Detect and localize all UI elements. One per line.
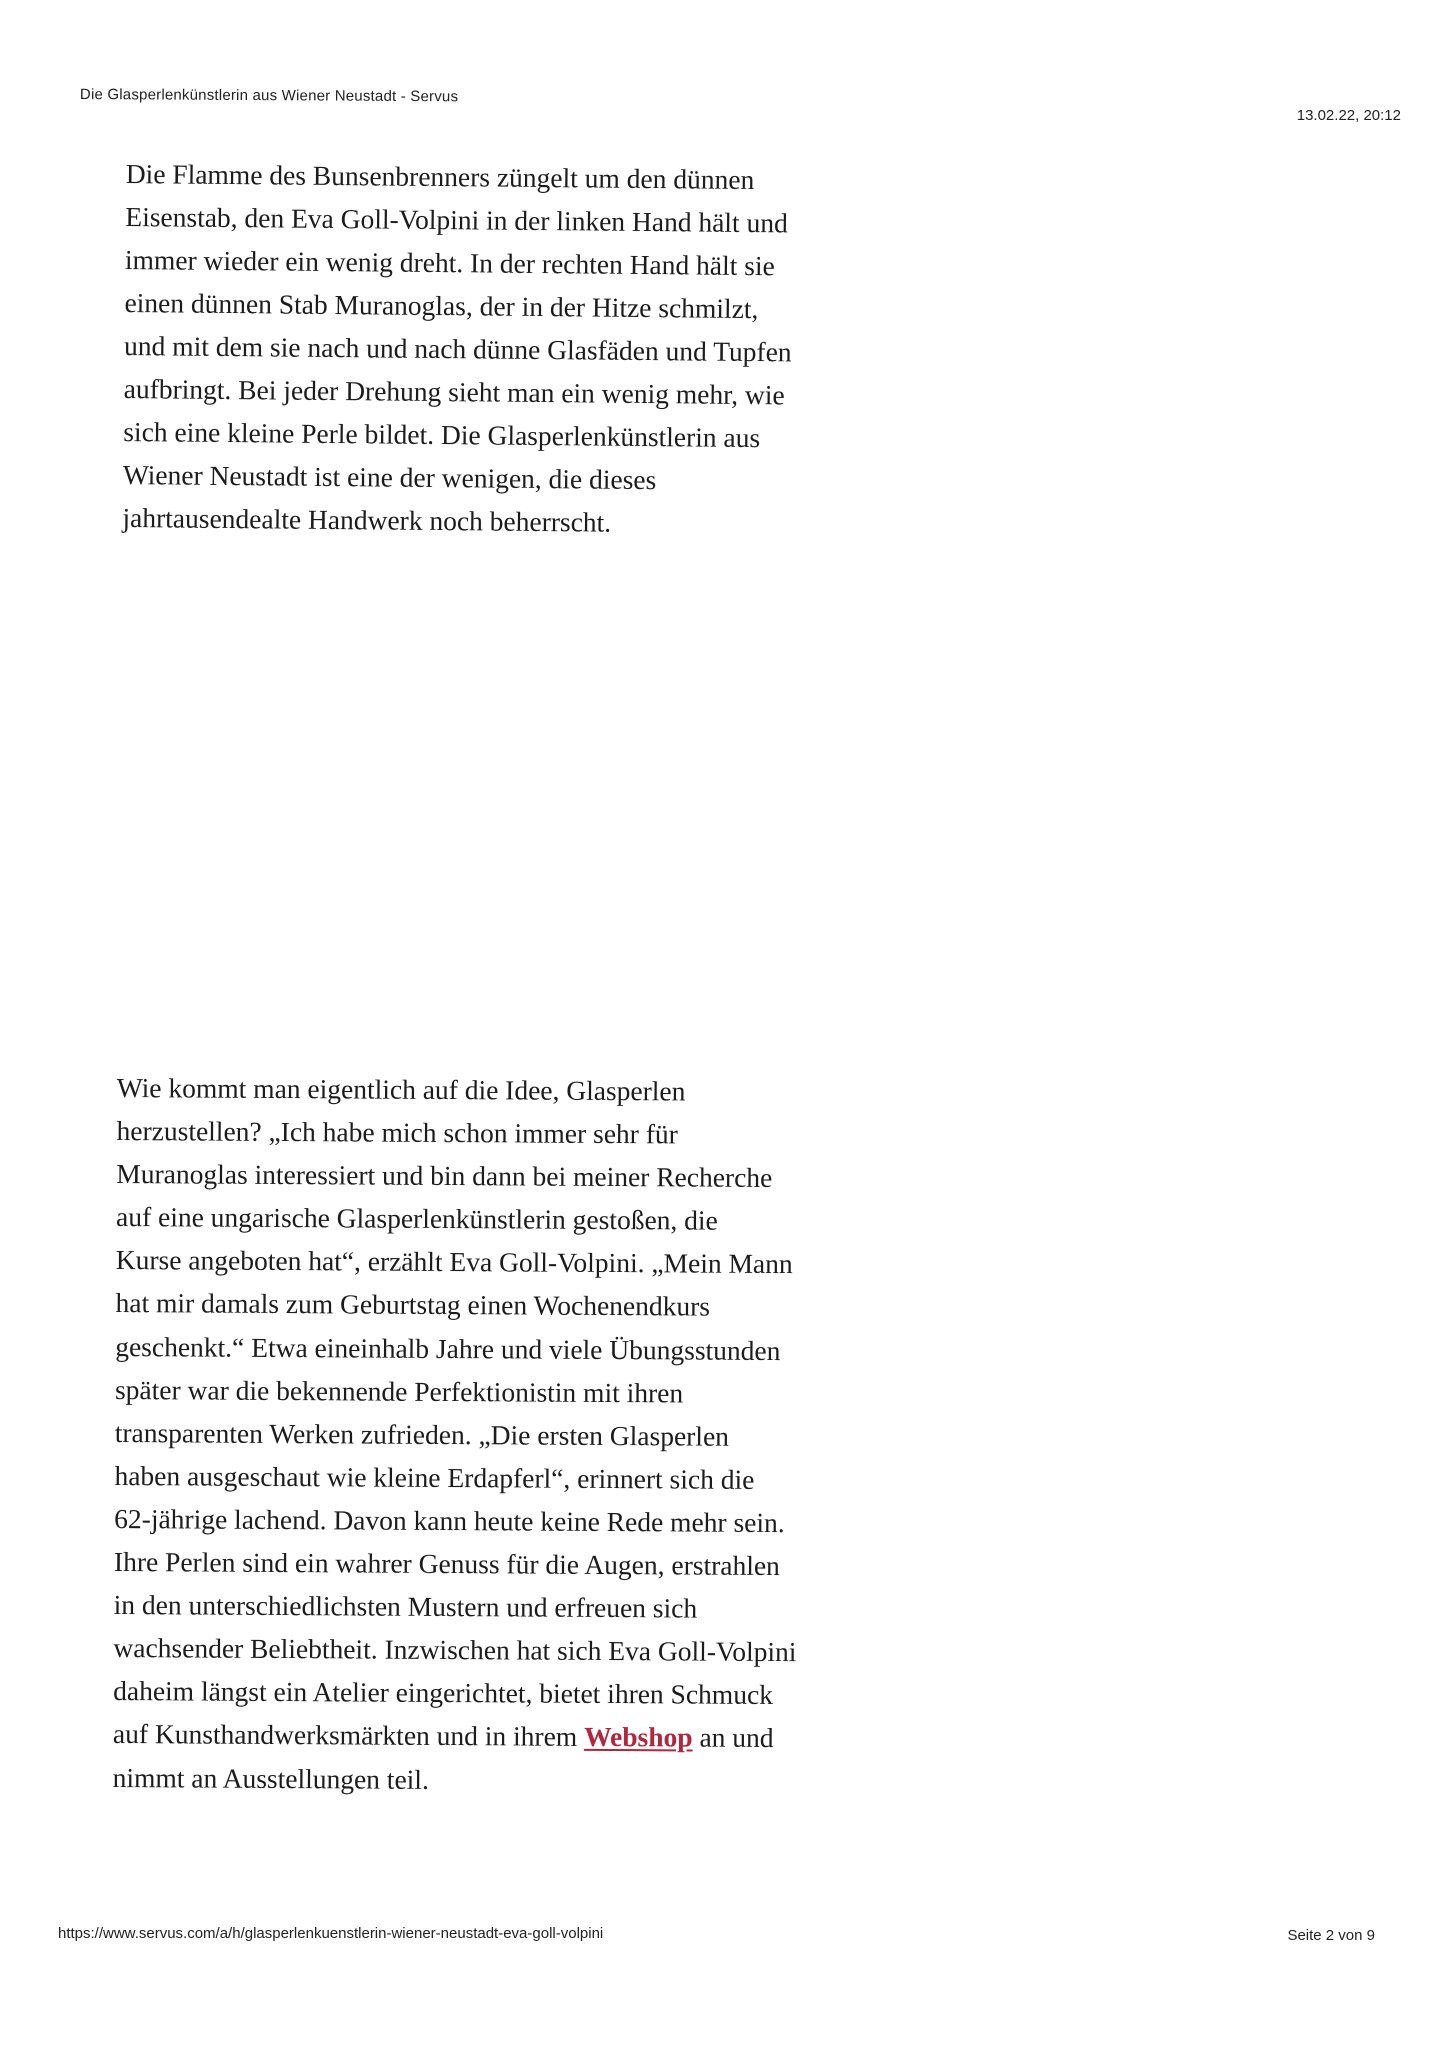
paragraph-line: daheim längst ein Atelier eingerichtet, bietet ihren Schmuck (113, 1675, 774, 1711)
paragraph-line-with-link (113, 1712, 796, 1759)
paragraph-line: transparenten Werken zufrieden. „Die ersten Glasperlen (114, 1416, 730, 1452)
paragraph-line: nimmt an Ausstellungen teil. (112, 1761, 429, 1795)
paragraph-line: geschenkt.“ Etwa eineinhalb Jahre und viele Übungsstunden (115, 1330, 781, 1366)
paragraph-line: hat mir damals zum Geburtstag einen Wochenendkurs (115, 1287, 711, 1323)
link-line-text-before: auf Kunsthandwerksmärkten und in ihrem (112, 1718, 585, 1753)
print-footer-url: https://www.servus.com/a/h/glasperlenkuenstlerin-wiener-neustadt-eva-goll-volpini (58, 1925, 604, 1942)
paragraph-line: sich eine kleine Perle bildet. Die Glasperlenkünstlerin aus (123, 415, 761, 454)
paragraph-line: Die Flamme des Bunsenbrenners züngelt um den dünnen (125, 157, 755, 196)
paragraph-line: Wiener Neustadt ist eine der wenigen, die dieses (122, 458, 657, 496)
paragraph-line: 62-jährige lachend. Davon kann heute keine Rede mehr sein. (114, 1502, 785, 1539)
paragraph-line: jahrtausendealte Handwerk noch beherrscht. (122, 501, 612, 538)
paragraph-line: Kurse angeboten hat“, erzählt Eva Goll-Volpini. „Mein Mann (115, 1244, 793, 1280)
paragraph-line: immer wieder ein wenig dreht. In der rechten Hand hält sie (124, 243, 775, 282)
webshop-link[interactable]: Webshop (584, 1721, 693, 1753)
article-paragraph-interview (113, 1066, 800, 1803)
link-line-text-after: an und (692, 1721, 774, 1754)
paragraph-line: auf eine ungarische Glasperlenkünstlerin gestoßen, die (115, 1201, 718, 1236)
paragraph-line: einen dünnen Stab Muranoglas, der in der Hitze schmilzt, (124, 286, 759, 325)
print-header-datetime: 13.02.22, 20:12 (1296, 107, 1401, 124)
print-footer-page-number: Seite 2 von 9 (1287, 1927, 1375, 1944)
paragraph-line: aufbringt. Bei jeder Drehung sieht man ein wenig mehr, wie (123, 372, 785, 411)
paragraph-line: Wie kommt man eigentlich auf die Idee, Glasperlen (116, 1071, 686, 1107)
paragraph-line: wachsender Beliebtheit. Inzwischen hat sich Eva Goll-Volpini (113, 1632, 797, 1668)
print-header-title: Die Glasperlenkünstlerin aus Wiener Neustadt - Servus (79, 86, 459, 106)
paragraph-line: später war die bekennende Perfektionistin mit ihren (114, 1373, 684, 1409)
paragraph-line: haben ausgeschaut wie kleine Erdapferl“, erinnert sich die (114, 1459, 755, 1495)
article-paragraph-intro (122, 152, 793, 545)
paragraph-line: in den unterschiedlichsten Mustern und erfreuen sich (113, 1589, 698, 1624)
paragraph-line: herzustellen? „Ich habe mich schon immer sehr für (116, 1115, 678, 1150)
paragraph-line: Eisenstab, den Eva Goll-Volpini in der linken Hand hält und (125, 200, 788, 239)
paragraph-line: Ihre Perlen sind ein wahrer Genuss für die Augen, erstrahlen (113, 1546, 780, 1582)
paragraph-line: und mit dem sie nach und nach dünne Glasfäden und Tupfen (123, 329, 792, 368)
paragraph-line: Muranoglas interessiert und bin dann bei meiner Recherche (116, 1158, 773, 1194)
